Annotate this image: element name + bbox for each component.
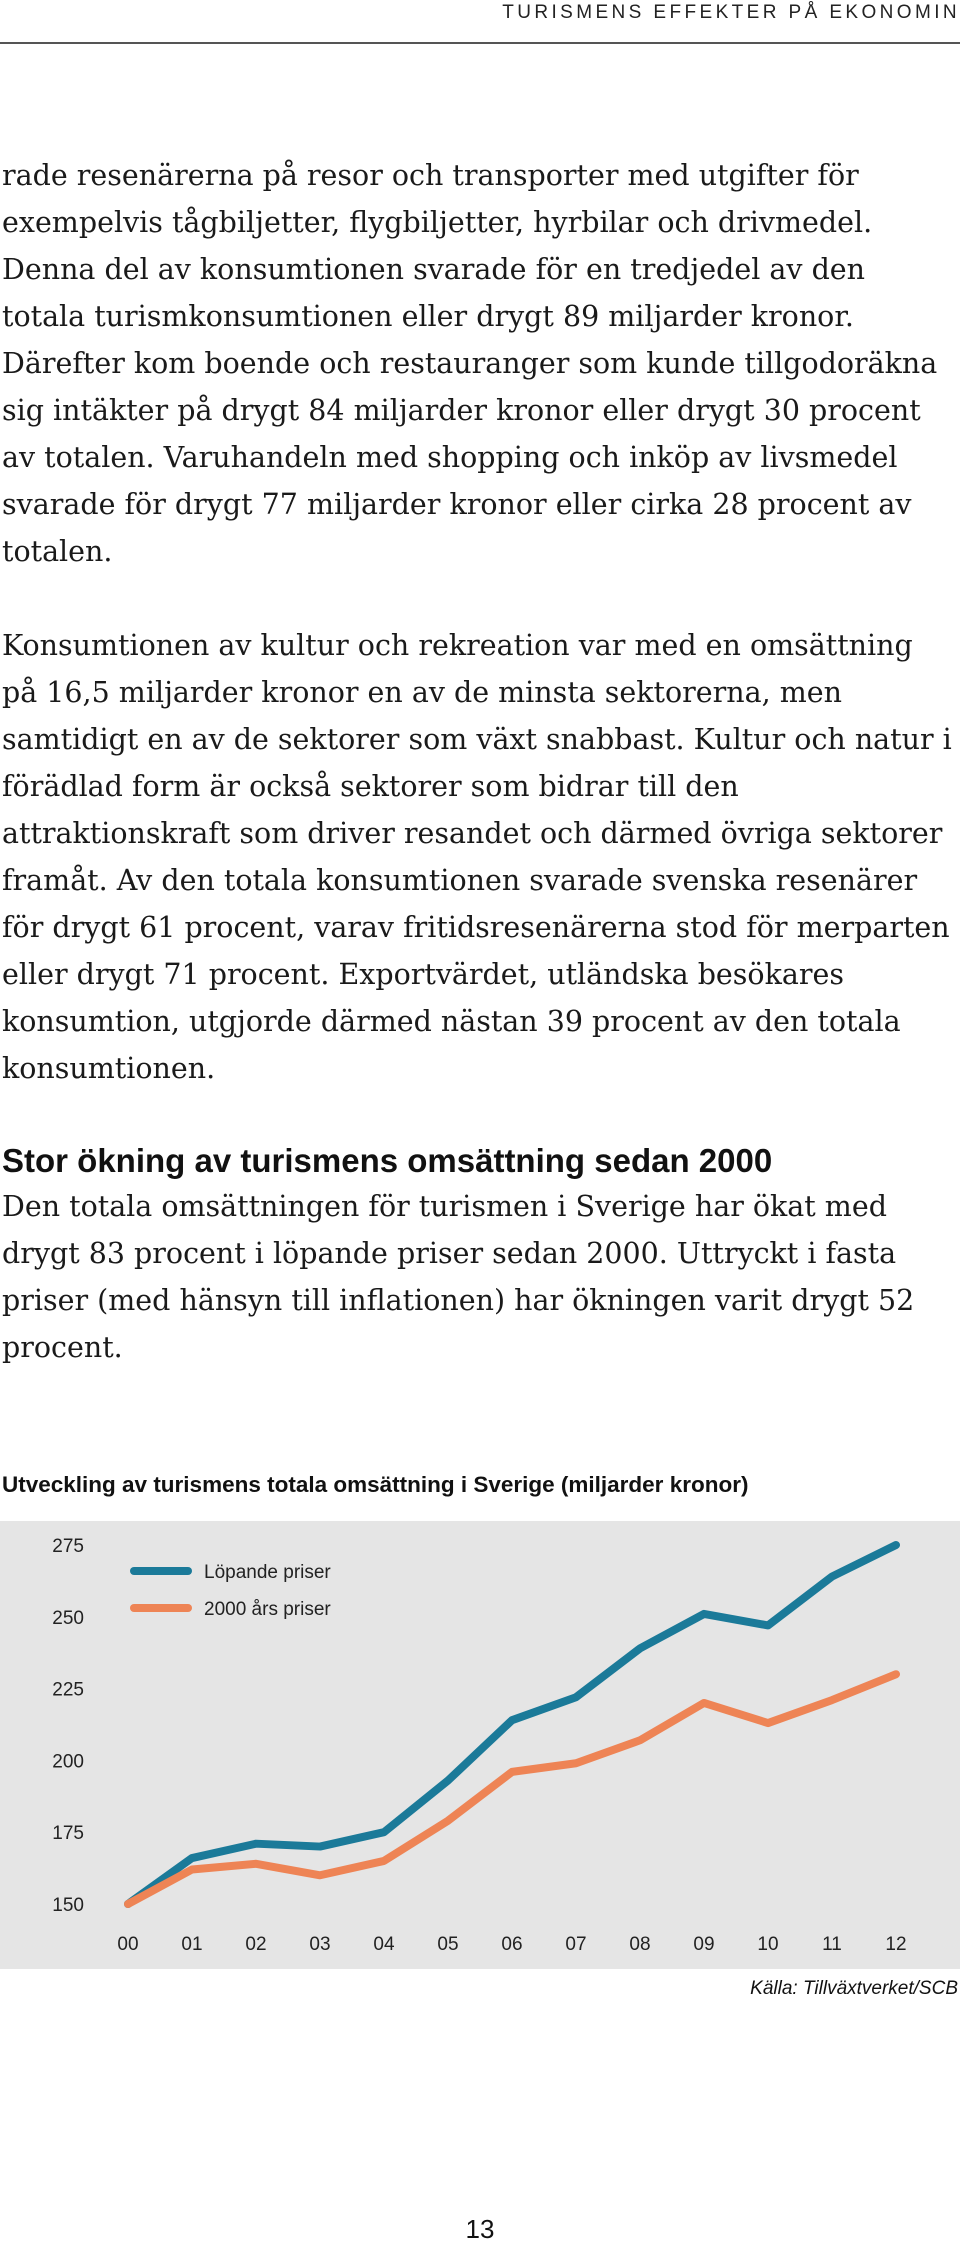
x-tick-label: 10 [757, 1934, 779, 1955]
x-tick-label: 12 [885, 1934, 907, 1955]
x-tick-label: 11 [822, 1934, 842, 1955]
x-tick-label: 05 [437, 1934, 459, 1955]
running-head: TURISMENS EFFEKTER PÅ EKONOMIN [502, 2, 960, 23]
header-rule [0, 42, 960, 44]
x-tick-label: 02 [245, 1934, 267, 1955]
section-paragraph: Den totala omsättningen för turismen i Sverige har ökat med drygt 83 procent i löpande priser sedan 2000. Uttryckt i fasta priser (med hänsyn till inflationen) har ökningen varit drygt 52 procent. [2, 1190, 915, 1364]
y-tick-label: 275 [52, 1536, 84, 1557]
x-tick-label: 09 [693, 1934, 715, 1955]
section-heading: Stor ökning av turismens omsättning sedan 2000 [2, 1142, 773, 1179]
body-paragraph: rade resenärerna på resor och transporter med utgifter för exempelvis tågbiljetter, flygbiljetter, hyrbilar och drivmedel. Denna del av konsumtionen svarade för en tredjedel av den totala turismkonsumtionen eller drygt 89 miljarder kronor. Därefter kom boende och restauranger som kunde tillgodoräkna sig intäkter på drygt 84 miljarder kronor eller drygt 30 procent av totalen. Varuhandeln med shopping och inköp av livsmedel svarade för drygt 77 miljarder kronor eller cirka 28 procent av totalen. [2, 159, 938, 568]
legend-label: 2000 års priser [204, 1599, 331, 1620]
x-tick-label: 08 [629, 1934, 651, 1955]
y-tick-label: 250 [52, 1607, 84, 1629]
y-tick-label: 225 [52, 1679, 84, 1701]
y-tick-label: 175 [52, 1823, 84, 1845]
chart-source: Källa: Tillväxtverket/SCB [750, 1978, 958, 1999]
x-tick-label: 04 [373, 1934, 395, 1955]
series-line [128, 1674, 896, 1904]
x-tick-label: 06 [501, 1934, 523, 1955]
x-tick-label: 01 [181, 1934, 203, 1955]
x-tick-label: 00 [117, 1934, 139, 1955]
x-tick-label: 03 [309, 1934, 331, 1955]
body-paragraph: Konsumtionen av kultur och rekreation var med en omsättning på 16,5 miljarder kronor en av de minsta sektorerna, men samtidigt en av de sektorer som växt snabbast. Kultur och natur i förädlad form är också sektorer som bidrar till den attraktionskraft som driver resandet och därmed övriga sektorer framåt. Av den totala konsumtionen svarade svenska resenärer för drygt 61 procent, varav fritidsresenärerna stod för merparten eller drygt 71 procent. Exportvärdet, utländska besökares konsumtion, utgjorde därmed nästan 39 procent av den totala konsumtionen. [2, 629, 952, 1085]
line-chart [0, 1521, 960, 1969]
legend-label: Löpande priser [204, 1562, 331, 1583]
x-tick-label: 07 [565, 1934, 587, 1955]
y-tick-label: 150 [52, 1895, 84, 1916]
article-body [2, 152, 954, 1371]
y-tick-label: 200 [52, 1751, 84, 1773]
chart-title: Utveckling av turismens totala omsättning i Sverige (miljarder kronor) [2, 1472, 749, 1497]
chart-panel [0, 1521, 960, 1969]
page-number: 13 [465, 2214, 495, 2244]
